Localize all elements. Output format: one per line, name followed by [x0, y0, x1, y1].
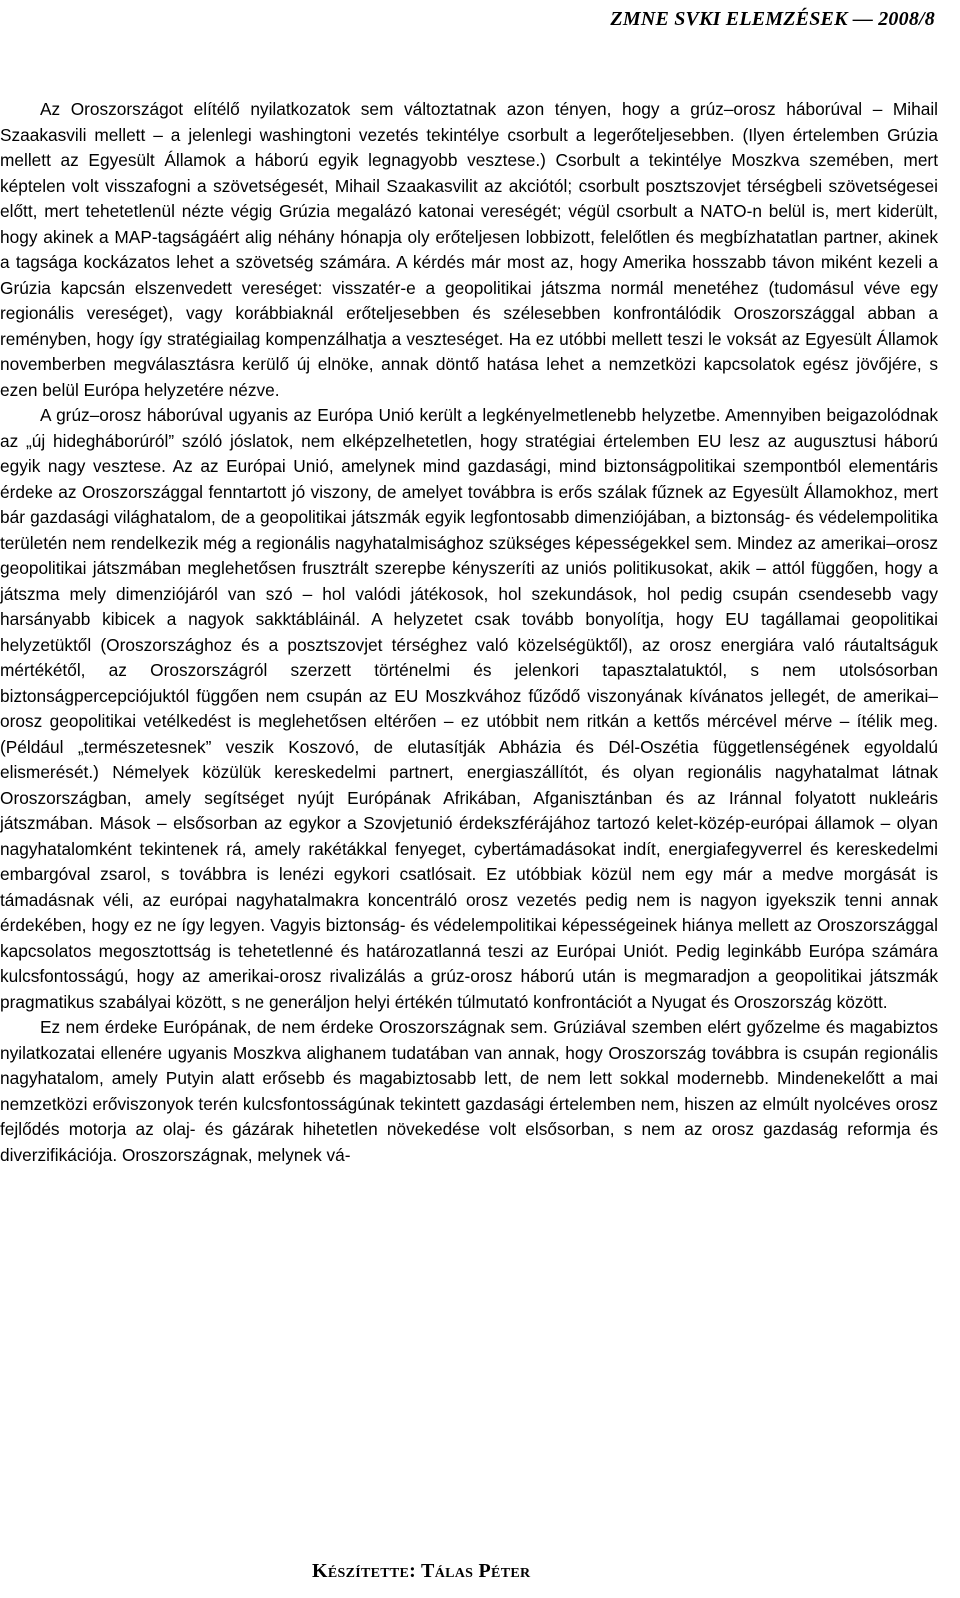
- page-header: [0, 0, 960, 60]
- author-credit: Készítette: Tálas Péter: [312, 1560, 531, 1582]
- article-body: [0, 97, 938, 1168]
- page-footer: [0, 1536, 960, 1598]
- paragraph: Az Oroszországot elítélő nyilatkozatok sem változtatnak azon tényen, hogy a grúz–orosz háborúval – Mihail Szaakasvili mellett – a jelenlegi washingtoni vezetés tekintélye csorbult a legerőteljesebben. (Ilyen értelemben Grúzia mellett az Egyesült Államok a háború egyik legnagyobb vesztese.) Csorbult a tekintélye Moszkva szemében, mert képtelen volt visszafogni a szövetségesét, Mihail Szaakasvilit az akciótól; csorbult posztszovjet térségbeli szövetségesei előtt, mert tehetetlenül nézte végig Grúzia megalázó katonai vereségét; végül csorbult a NATO-n belül is, mert kiderült, hogy akinek a MAP-tagságáért alig néhány hónapja oly erőteljesen lobbizott, felelőtlen és megbízhatatlan partner, akinek a tagsága kockázatos lehet a szövetség számára. A kérdés már most az, hogy Amerika hosszabb távon miként kezeli a Grúzia kapcsán elszenvedett vereséget: visszatér-e a geopolitikai játszma normál menetéhez (tudomásul véve egy regionális vereséget), vagy korábbiaknál erőteljesebben és szélesebben konfrontálódik Oroszországgal abban a reményben, hogy így stratégiailag kompenzálhatja a veszteséget. Ha ez utóbbi mellett teszi le voksát az Egyesült Államok novemberben megválasztásra kerülő új elnöke, annak döntő hatása lehet a nemzetközi kapcsolatok egész jövőjére, s ezen belül Európa helyzetére nézve.: [0, 99, 938, 400]
- running-header-title: ZMNE SVKI ELEMZÉSEK — 2008/8: [610, 8, 935, 30]
- paragraph: Ez nem érdeke Európának, de nem érdeke Oroszországnak sem. Grúziával szemben elért győzelme és magabiztos nyilatkozatai ellenére ugyanis Moszkva alighanem tudatában van annak, hogy Oroszország továbbra is csupán regionális nagyhatalom, amely Putyin alatt erősebb és magabiztosabb lett, de nem lett sokkal modernebb. Mindenekelőtt a mai nemzetközi erőviszonyok terén kulcsfontosságúnak tekintett gazdasági értelemben nem, hiszen az elmúlt nyolcéves orosz fejlődés motorja az olaj- és gázárak hihetetlen növekedése volt elsősorban, s nem az orosz gazdaság reformja és diverzifikációja. Oroszországnak, melynek vá-: [0, 1017, 938, 1165]
- paragraph: A grúz–orosz háborúval ugyanis az Európa Unió került a legkényelmetlenebb helyzetbe. Amennyiben beigazolódnak az „új hidegháborúról” szóló jóslatok, nem elképzelhetetlen, hogy stratégiai értelemben EU lesz az augusztusi háború egyik nagy vesztese. Az az Európai Unió, amelynek mind gazdasági, mind biztonságpolitikai szempontból elementáris érdeke az Oroszországgal fenntartott jó viszony, de amelyet továbbra is erős szálak fűznek az Egyesült Államokhoz, mert bár gazdasági világhatalom, de a geopolitikai játszmák egyik legfontosabb dimenziójában, a biztonság- és védelempolitika területén nem rendelkezik még a regionális nagyhatalmisághoz szükséges képességekkel sem. Mindez az amerikai–orosz geopolitikai játszmában meglehetősen frusztrált szerepbe kényszeríti az uniós politikusokat, akik – attól függően, hogy a játszma mely dimenziójáról van szó – hol valódi játékosok, hol szekundások, hol pedig csupán csendesebb vagy harsányabb kibicek a nagyok sakktábláinál. A helyzetet csak tovább bonyolítja, hogy EU tagállamai geopolitikai helyzetüktől (Oroszországhoz és a posztszovjet térséghez való közelségüktől), az orosz energiára való ráutaltságuk mértékétől, az Oroszországról szerzett történelmi és jelenkori tapasztalatuktól, s nem utolsósorban biztonságpercepciójuktól függően nem csupán az EU Moszkvához fűződő viszonyának kívánatos jellegét, de amerikai–orosz geopolitikai vetélkedést is meglehetősen eltérően – ez utóbbit nem ritkán a kettős mércével mérve – ítélik meg. (Például „természetesnek” veszik Koszovó, de elutasítják Abházia és Dél-Oszétia függetlenségének egyoldalú elismerését.) Némelyek közülük kereskedelmi partnert, energiaszállítót, és olyan regionális nagyhatalmat látnak Oroszországban, amely segítséget nyújt Európának Afrikában, Afganisztánban és az Iránnal folyatott nukleáris játszmában. Mások – elsősorban az egykor a Szovjetunió érdekszférájához tartozó kelet-közép-európai államok – olyan nagyhatalomként tekintenek rá, amely rakétákkal fenyeget, cybertámadásokat indít, energiafegyverrel és kereskedelmi embargóval zsarol, s továbbra is lenézi egykori csatlósait. Ez utóbbiak közül nem egy már a medve morgását is támadásnak véli, az európai nagyhatalmakra koncentráló orosz vezetés pedig nem is nagyon igyekszik tenni annak érdekében, hogy ez ne így legyen. Vagyis biztonság- és védelempolitikai képességeinek hiánya mellett az Oroszországgal kapcsolatos megosztottság is tehetetlenné és határozatlanná teszi az Európai Uniót. Pedig leginkább Európa számára kulcsfontosságú, hogy az amerikai-orosz rivalizálás a grúz-orosz háború után is megmaradjon a geopolitikai játszmák pragmatikus szabályai között, s ne generáljon helyi értékén túlmutató konfrontációt a Nyugat és Oroszország között.: [0, 405, 938, 1012]
